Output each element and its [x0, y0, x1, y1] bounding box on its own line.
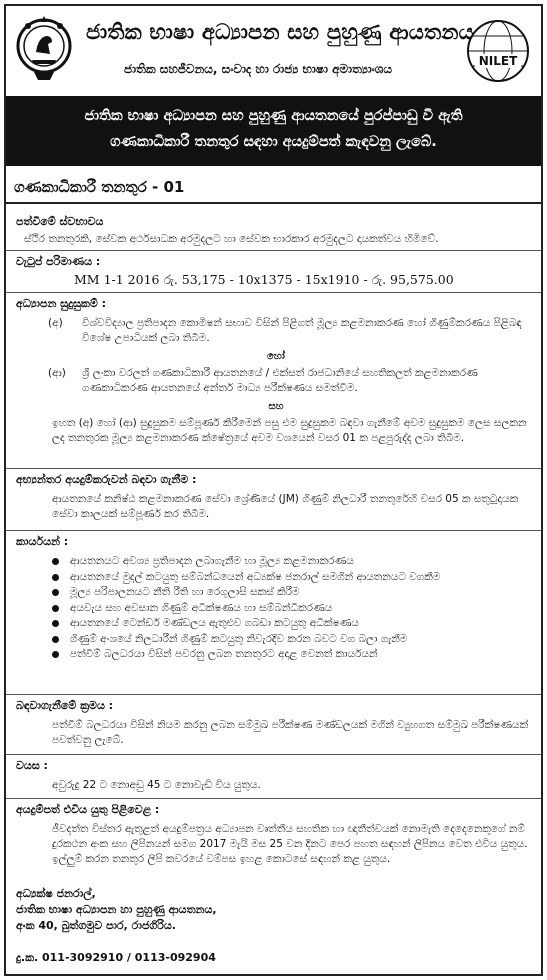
list-item: ආයතනයේ මුදල් කටයුතු සම්බන්ධයෙන් අධ්‍යක්ෂ ජනරාල් සමගින් ආයතනයට වගකීම [52, 570, 532, 586]
banner-line-2: ගණකාධිකාරී තනතුර සඳහා අයදුම්පත් කැඳවනු ලැබේ. [110, 134, 437, 150]
duties-heading: කාර්යයන් : [16, 535, 69, 548]
method-text: පත්වීම් බලධරයා විසින් නියම කරනු ලබන සම්මුඛ පරීක්ෂණ මණ්ඩලයක් මගින් ව්‍යුහගත සම්මුඛ පරීක්ෂණයක් පවත්වනු ලැබේ. [52, 719, 529, 746]
list-item: අයවැය සහ අවසාන ගිණුම් අධීක්ෂණය හා සම්බන්ධීකරණය [52, 601, 532, 617]
apply-heading: අයදුම්පත් එවිය යුතු පිළිවෙළ : [16, 803, 160, 816]
banner-line-1: ජාතික භාෂා අධ්‍යාපන සහ පුහුණු ආයතනයේ පුරප්පාඩු වී ඇති [84, 108, 463, 124]
list-item: පත්වීම් බලධරයා විසින් පවරනු ලබන තනතුරට අදාළ වෙනත් කාර්යයන් [52, 647, 532, 663]
edu-aa-label: (ආ) [48, 367, 66, 379]
list-item: ආයතනයේ ටෙන්ඩර් මණ්ඩලය ඇතුළුව ගබඩා කටයුතු අධීක්ෂණය [52, 616, 532, 632]
age-heading: වයස : [16, 759, 48, 772]
edu-aa-text: ශ්‍රී ලංකා වරලත් ගණකාධිකාරී ආයතනයේ / එක්සත් රාජධානියේ සහතිකලත් කළමනාකරණ ගණකාධිකරණ ආයතනයේ අන්තර් මාධ්‍ය පරීක්ෂණය සමත්වීම. [82, 367, 478, 394]
divider [6, 468, 541, 469]
nilet-logo-icon [465, 18, 531, 84]
edu-a-text: විශ්වවිද්‍යාල ප්‍රතිපාදන කොමිෂන් සභාව විසින් පිළිගත් මූල්‍ය කළමනාකරණ හෝ ගිණුම්කරණය පිළිබඳ විශේෂ උපාධියක් ලබා තිබීම. [82, 317, 522, 344]
education-heading: අධ්‍යාපන සුදුසුකම් : [16, 297, 106, 310]
salary-scale: MM 1-1 2016 රු. 53,175 - 10x1375 - 15x1910 - රු. 95,575.00 [74, 272, 454, 287]
age-text: අවුරුදු 22 ට නොඅඩු 45 ට නොවැඩි විය යුතුය. [52, 779, 261, 791]
sri-lanka-emblem-icon [14, 12, 74, 84]
nature-heading: පත්වීමේ ස්වභාවය [16, 215, 104, 228]
salary-heading: වැටුප් පරිමාණය : [16, 255, 101, 268]
duties-list [52, 554, 532, 663]
divider [6, 292, 541, 293]
divider [6, 202, 541, 204]
divider [6, 694, 541, 695]
header [6, 6, 541, 94]
address-line-1: අධ්‍යක්ෂ ජනරාල්, [16, 887, 96, 900]
address-block [16, 886, 217, 934]
post-title: ගණකාධිකාරී තනතුර - 01 [14, 178, 185, 196]
education-note: ඉහත (අ) හෝ (ආ) සුදුසුකම සම්පූර්ණ කිරීමෙන් පසු එම සුදුසුකම බඳවා ගැනීමේ අවම සුදුසුකම ලෙස සලකන ලද තනතුරක මූල්‍ය කළමනාකරණ ක්ෂේත්‍රයේ අවම වශයෙන් වසර 01 ක පළපුරුද්ද ලබා තිබීම. [52, 417, 527, 444]
edu-a-label: (අ) [48, 317, 63, 329]
announcement-banner [6, 96, 541, 166]
list-item: ආයතනයට අවශ්‍ය ප්‍රතිපාදන ලබාගැනීම හා මූල්‍ය කළමනාකරණය [52, 554, 532, 570]
divider [6, 530, 541, 531]
ministry-subtitle: ජාතික සහජීවනය, සංවාද හා රාජ්‍ය භාෂා අමාත්‍යාංශය [124, 62, 392, 76]
address-line-2: ජාතික භාෂා අධ්‍යාපන හා පුහුණු ආයතනය, [16, 903, 217, 916]
institute-title: ජාතික භාෂා අධ්‍යාපන සහ පුහුණු ආයතනය [86, 20, 474, 44]
divider [6, 250, 541, 251]
advertisement-page [4, 4, 543, 976]
internal-text: ආයතනයේ කනිෂ්ඨ කළමනාකරණ සේවා ශ්‍රේණියේ (JM) ගිණුම් නිලධාරී තනතුරේහි වසර 05 ක සතුටුදායක සේවා කාලයක් සම්පූර්ණ කර තිබීම. [52, 493, 519, 520]
internal-heading: අභ්‍යන්තර අයදුම්කරුවන් බඳවා ගැනීම : [16, 473, 197, 486]
address-line-3: අංක 40, බුත්ගමුව පාර, රාජගිරිය. [16, 919, 176, 932]
nilet-logo-text: NILET [478, 54, 518, 68]
list-item: මූල්‍ය පරිපාලනයට නීති රීති හා රෙගුලාසි සකස් කිරීම [52, 585, 532, 601]
or-label: හෝ [267, 351, 285, 362]
nature-text: ස්ථිර තනතුරකි, සේවක අර්ථසාධක අරමුදලට හා සේවක භාරකාර අරමුදලට දායකත්වය හිමිවේ. [24, 233, 439, 245]
and-label: සහ [268, 401, 284, 412]
list-item: ගිණුම් අංශයේ නිලධාරීන් ගිණුම් කටයුතු නිවැරදිව කරන බවට වග බලා ගැනීම [52, 632, 532, 648]
divider [6, 798, 541, 799]
apply-text: ජීවදත්ත විස්තර ඇතුළත් අයදුම්පත්‍රය අධ්‍යාපන වෘත්තීය සහතික හා ඥාතීත්වයක් නොමැති දෙදෙනෙකුගේ නම් දුරකථන අංක සහ ලිපිනයන් සමග 2017 මැයි මස 25 වන දිනට පෙර පහත සඳහන් ලිපිනය වෙත එවිය යුතුය. ඉල්ලුම් කරන තනතුර ලිපි කවරයේ වම්පස ඉහළ කොටසේ සඳහන් කළ යුතුය. [52, 823, 528, 865]
method-heading: බඳවාගැනීමේ ක්‍රමය : [16, 699, 114, 712]
divider [6, 754, 541, 755]
phone-number: දු.ක. 011-3092910 / 0113-092904 [16, 951, 216, 964]
